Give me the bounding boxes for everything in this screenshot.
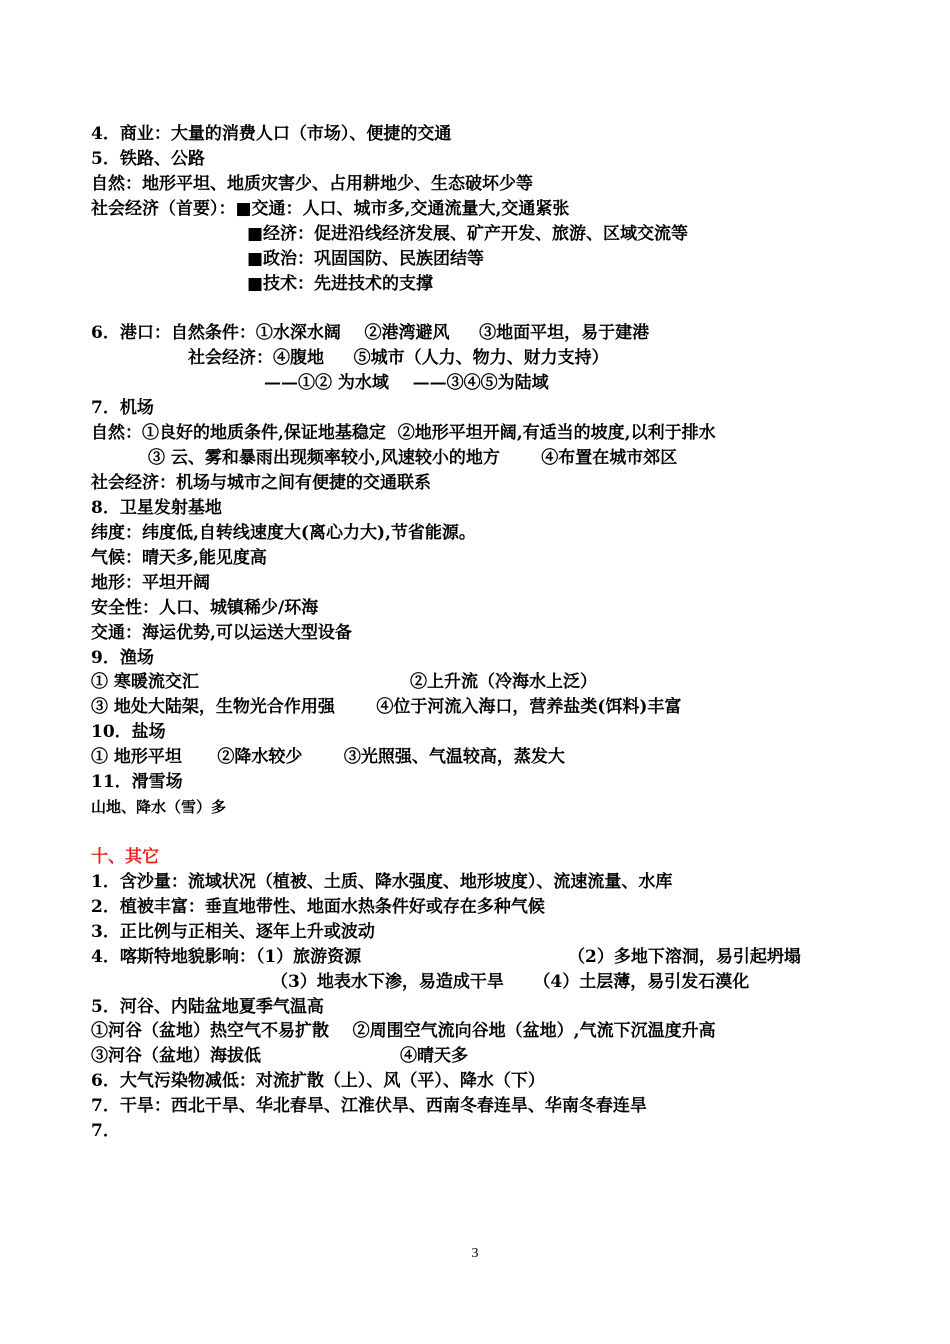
- text-line: 7．干旱：西北干旱、华北春旱、江淮伏旱、西南冬春连旱、华南冬春连旱: [91, 1096, 647, 1116]
- text-line: 9．渔场: [91, 648, 154, 668]
- text-line: 纬度：纬度低,自转线速度大(离心力大),节省能源。: [91, 523, 476, 543]
- text-line: 11．滑雪场: [91, 772, 183, 792]
- text-line: ③河谷（盆地）海拔低: [91, 1046, 261, 1066]
- text-line: 安全性：人口、城镇稀少/环海: [91, 598, 319, 618]
- text-line: ——①② 为水域 ——③④⑤为陆域: [264, 373, 549, 393]
- text-line: 7．机场: [91, 398, 154, 418]
- text-line: ②上升流（冷海水上泛）: [410, 672, 597, 692]
- text-line: （3）地表水下渗，易造成干旱 （4）土层薄，易引发石漠化: [271, 972, 750, 992]
- text-line: 4．喀斯特地貌影响：（1）旅游资源: [91, 947, 362, 967]
- section-heading: 十、其它: [91, 847, 159, 867]
- text-line: ③ 云、雾和暴雨出现频率较小,风速较小的地方 ④布置在城市郊区: [148, 448, 678, 468]
- text-line: （2）多地下溶洞，易引起坍塌: [568, 947, 801, 967]
- text-line: 山地、降水（雪）多: [91, 798, 227, 816]
- text-line: 气候：晴天多,能见度高: [91, 548, 267, 568]
- text-line: 8．卫星发射基地: [91, 498, 222, 518]
- page-number: 3: [471, 1246, 479, 1261]
- text-line: 社会经济：机场与城市之间有便捷的交通联系: [91, 473, 431, 493]
- text-line: ■政治：巩固国防、民族团结等: [247, 249, 485, 269]
- text-line: 自然：地形平坦、地质灾害少、占用耕地少、生态破坏少等: [91, 174, 533, 194]
- text-line: 5．铁路、公路: [91, 149, 205, 169]
- text-line: 7．: [91, 1121, 120, 1141]
- text-line: 6．港口：自然条件：①水深水阔 ②港湾避风 ③地面平坦，易于建港: [91, 323, 650, 343]
- text-line: 3．正比例与正相关、逐年上升或波动: [91, 922, 375, 942]
- text-line: ① 地形平坦 ②降水较少 ③光照强、气温较高，蒸发大: [91, 747, 565, 767]
- text-line: 2．植被丰富：垂直地带性、地面水热条件好或存在多种气候: [91, 897, 545, 917]
- text-line: ■经济：促进沿线经济发展、矿产开发、旅游、区域交流等: [247, 224, 689, 244]
- text-line: 1．含沙量：流域状况（植被、土质、降水强度、地形坡度）、流速流量、水库: [91, 872, 673, 892]
- text-line: 5．河谷、内陆盆地夏季气温高: [91, 997, 324, 1017]
- text-line: ④晴天多: [400, 1046, 468, 1066]
- text-line: ③ 地处大陆架，生物光合作用强 ④位于河流入海口，营养盐类(饵料)丰富: [91, 697, 682, 717]
- text-line: 6．大气污染物减低：对流扩散（上）、风（平）、降水（下）: [91, 1071, 545, 1091]
- text-line: 社会经济（首要）：■交通：人口、城市多,交通流量大,交通紧张: [91, 199, 570, 219]
- text-line: ① 寒暖流交汇: [91, 672, 199, 692]
- text-line: 4．商业：大量的消费人口（市场）、便捷的交通: [91, 124, 452, 144]
- text-line: 社会经济：④腹地 ⑤城市（人力、物力、财力支持）: [188, 348, 609, 368]
- text-line: ①河谷（盆地）热空气不易扩散 ②周围空气流向谷地（盆地）,气流下沉温度升高: [91, 1021, 716, 1041]
- text-line: 地形：平坦开阔: [91, 573, 210, 593]
- text-line: ■技术：先进技术的支撑: [247, 274, 434, 294]
- text-line: 交通：海运优势,可以运送大型设备: [91, 623, 352, 643]
- text-line: 自然：①良好的地质条件,保证地基稳定 ②地形平坦开阔,有适当的坡度,以利于排水: [91, 423, 716, 443]
- text-line: 10．盐场: [91, 722, 166, 742]
